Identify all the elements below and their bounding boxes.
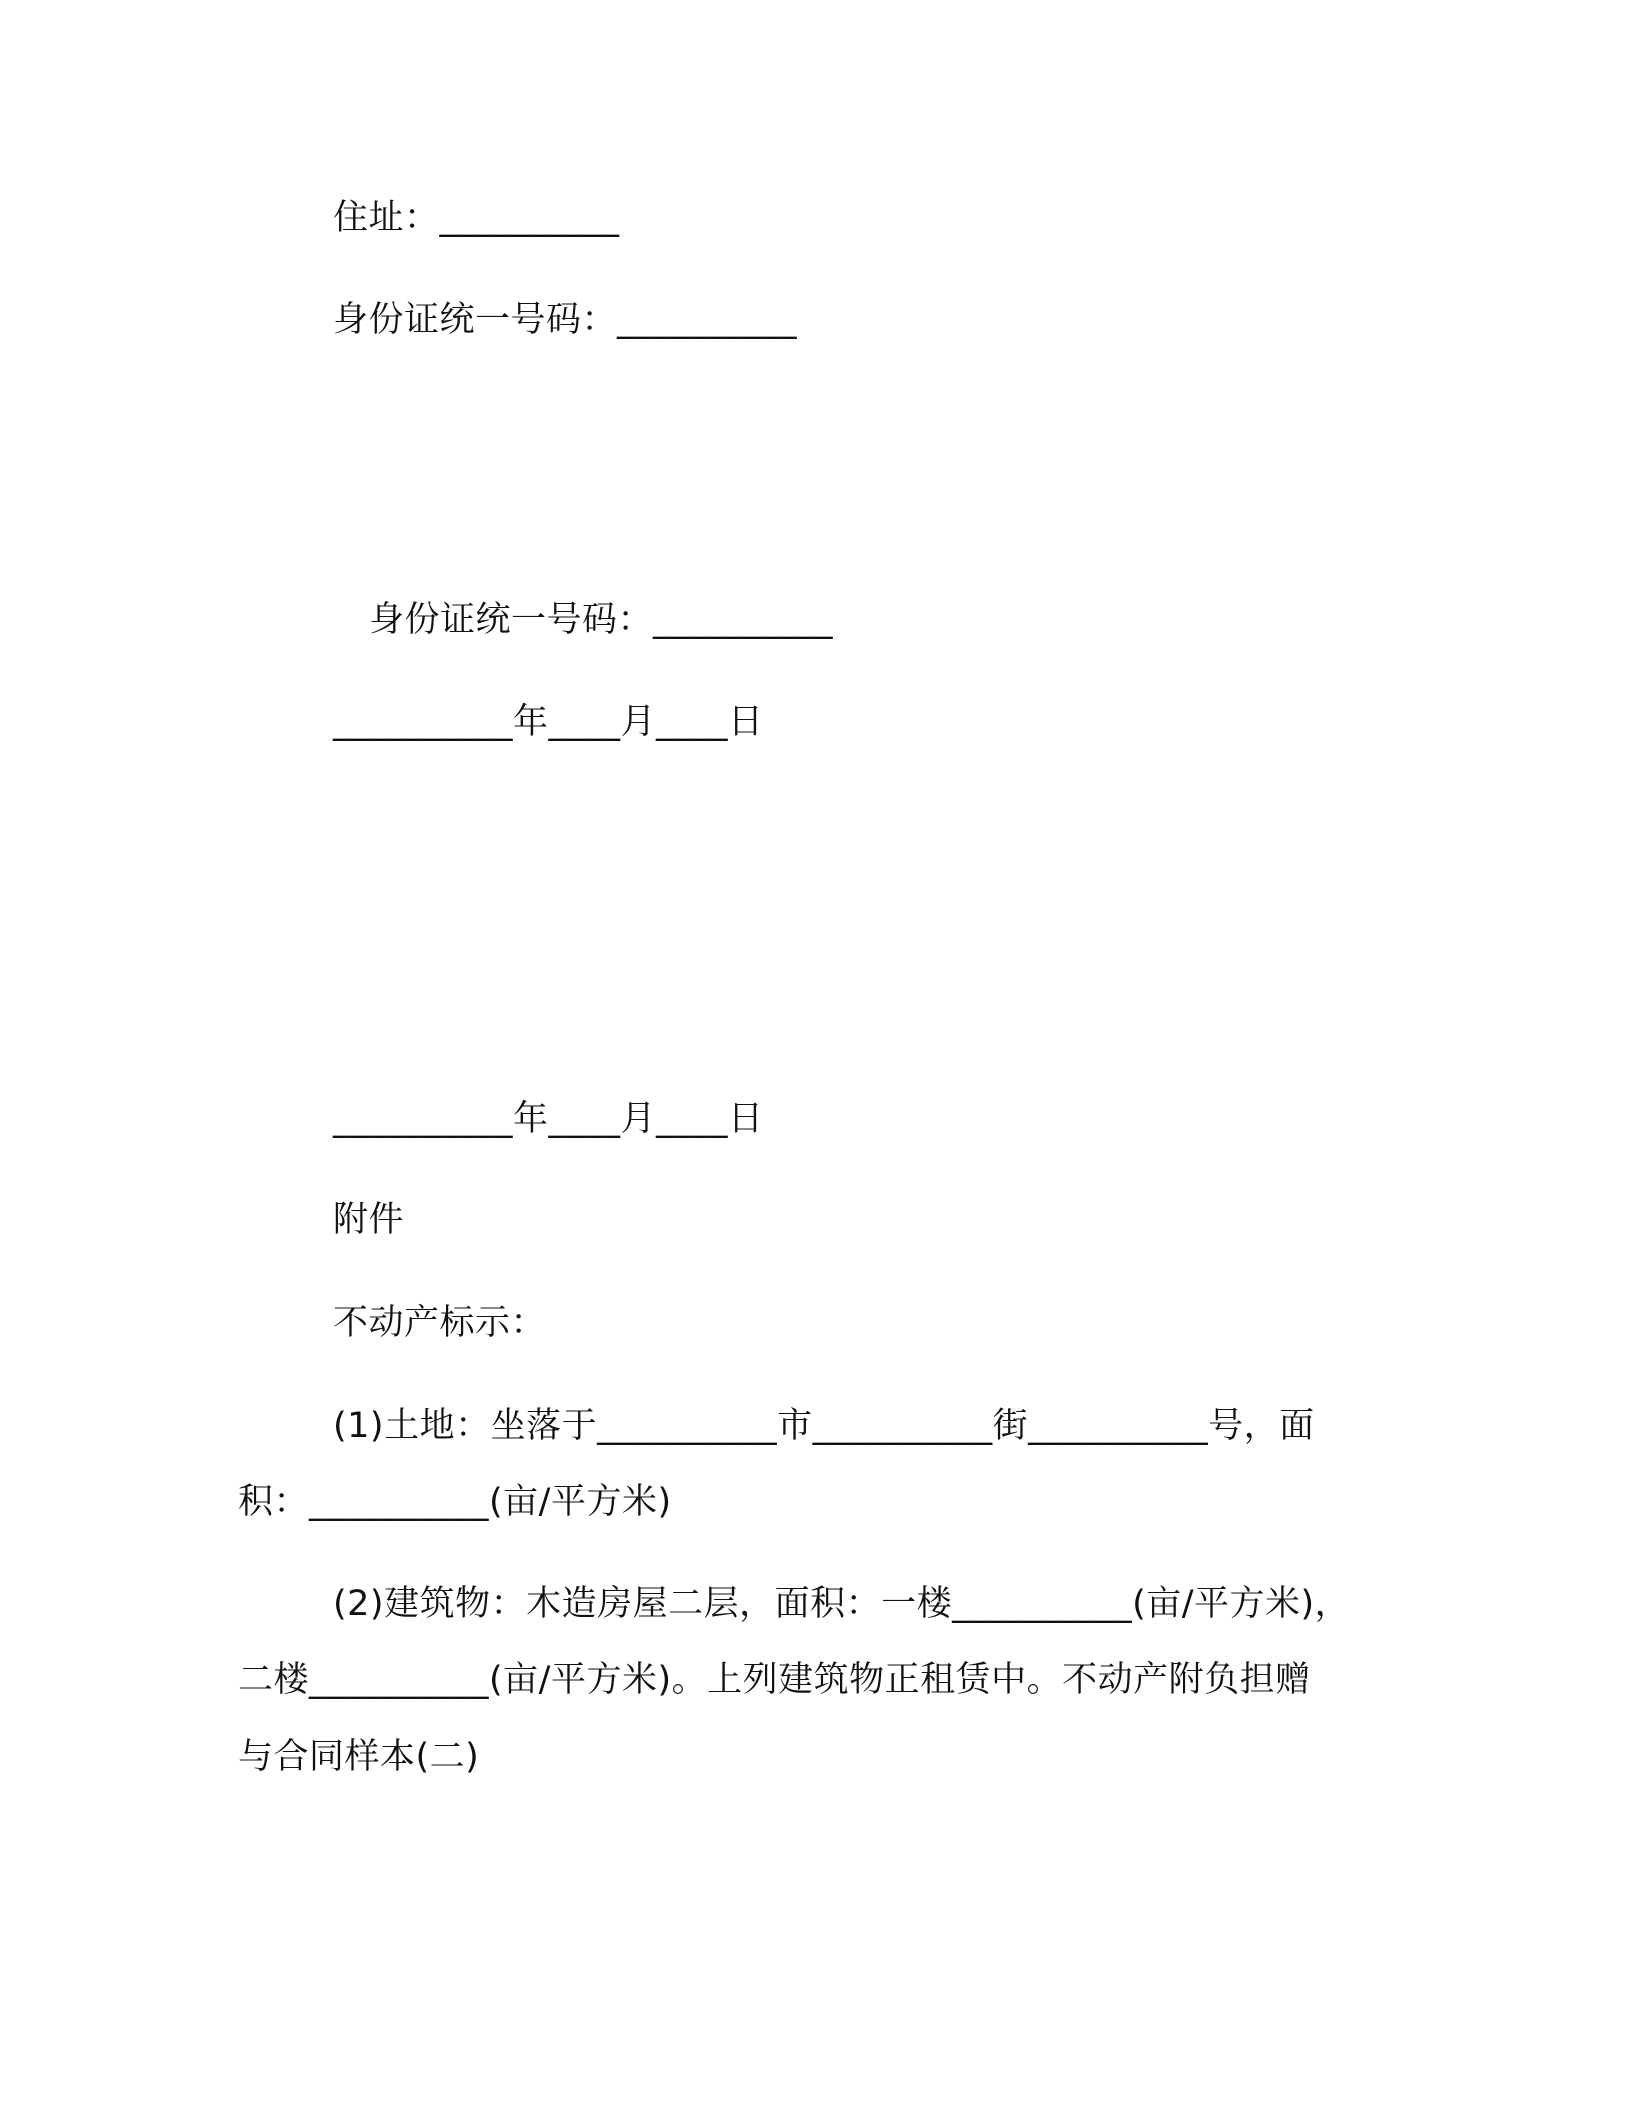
attachment-heading: 附件 bbox=[333, 1200, 405, 1240]
address-line: 住址：__________ bbox=[333, 198, 620, 238]
land-line-1: (1)土地：坐落于__________市__________街__________号，面 bbox=[333, 1406, 1315, 1446]
building-line-1: (2)建筑物：木造房屋二层，面积：一楼__________(亩/平方米)， bbox=[333, 1584, 1351, 1624]
date-line-1: __________年____月____日 bbox=[333, 702, 764, 742]
land-line-2: 积：__________(亩/平方米) bbox=[238, 1482, 672, 1522]
building-line-2: 二楼__________(亩/平方米)。上列建筑物正租赁中。不动产附负担赠 bbox=[238, 1660, 1311, 1700]
building-line-3: 与合同样本(二) bbox=[238, 1737, 480, 1777]
date-line-2: __________年____月____日 bbox=[333, 1099, 764, 1139]
property-heading: 不动产标示： bbox=[333, 1303, 547, 1343]
id-number-line-1: 身份证统一号码：__________ bbox=[333, 300, 798, 340]
id-number-line-2: 身份证统一号码：__________ bbox=[369, 600, 834, 640]
